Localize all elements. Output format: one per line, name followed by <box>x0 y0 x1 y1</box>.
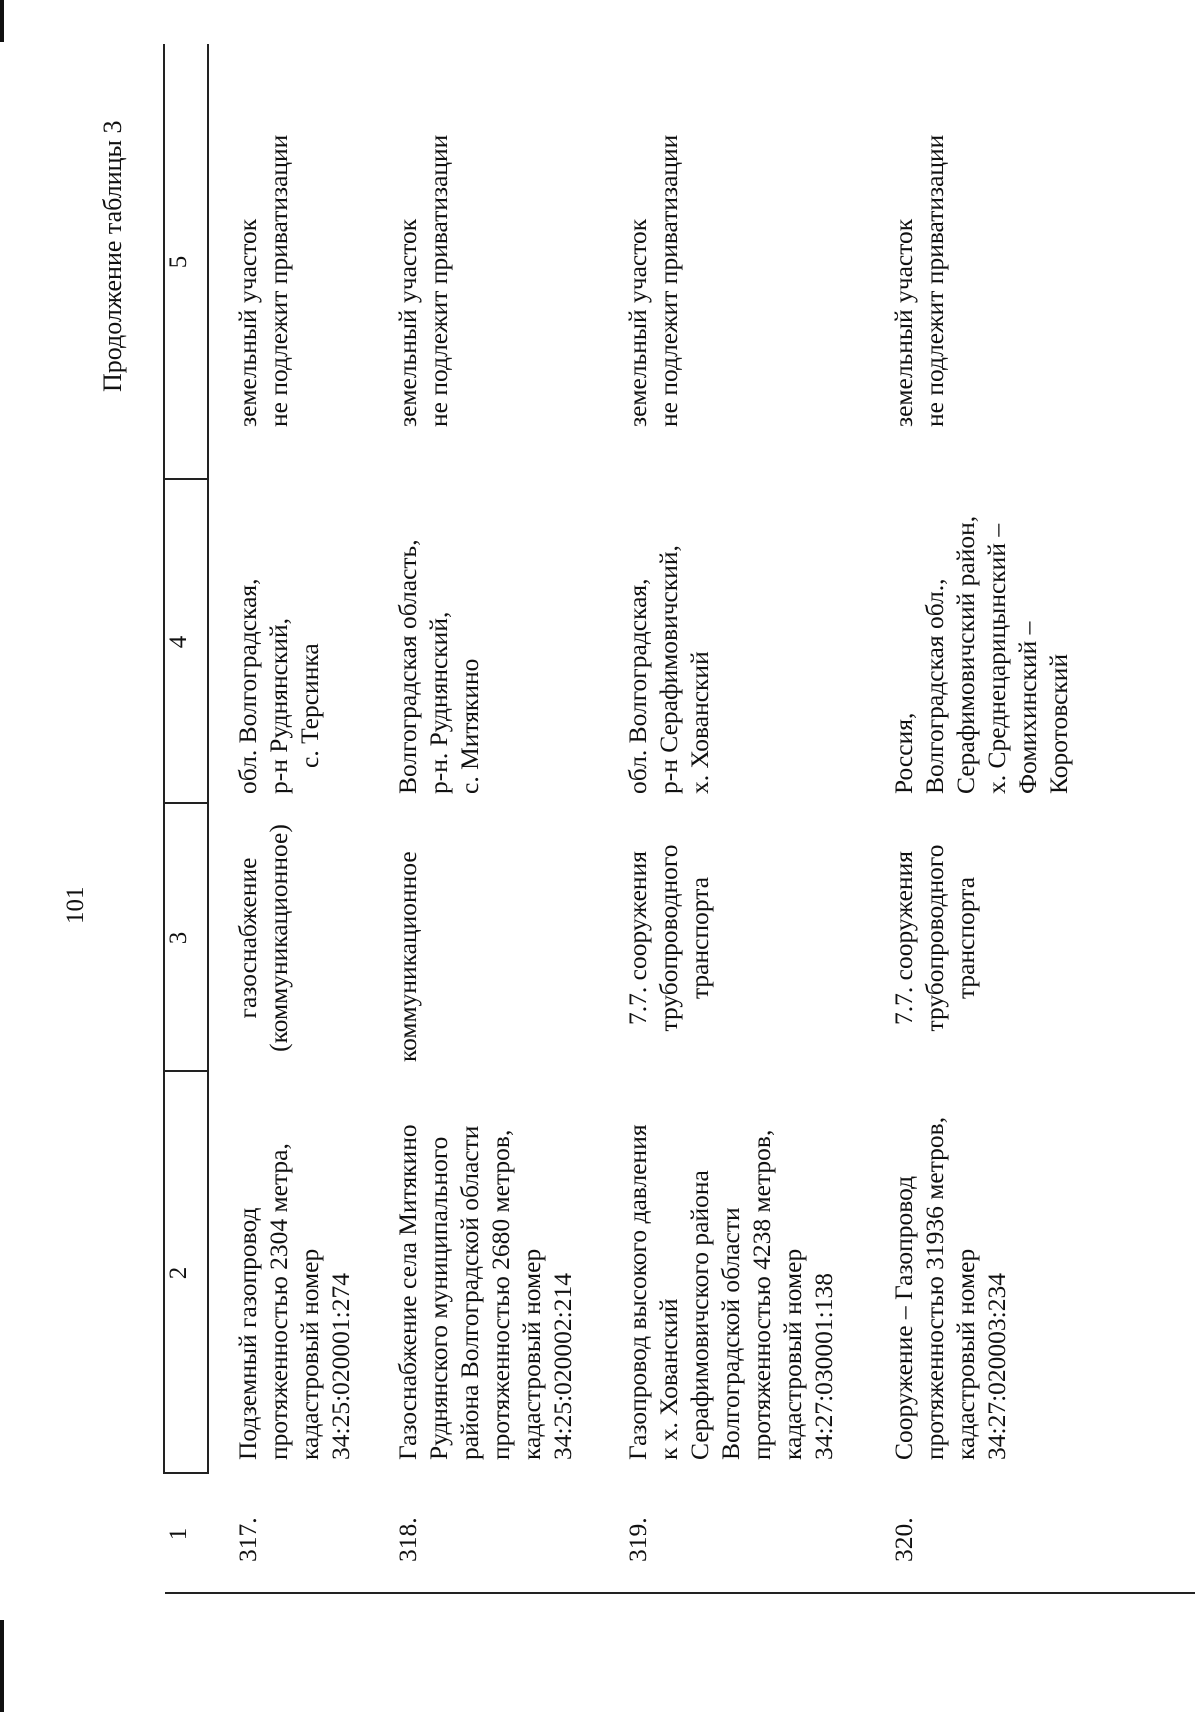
object-purpose: коммуникационное <box>393 851 422 1062</box>
object-purpose: 7.7. сооружения трубопроводного транспорта <box>889 844 980 1032</box>
column-header-1: 1 <box>165 1527 192 1541</box>
column-header-5: 5 <box>165 255 192 269</box>
row-number: 320. <box>889 1517 918 1562</box>
column-header-3: 3 <box>165 931 192 945</box>
object-purpose: 7.7. сооружения трубопроводного транспорта <box>623 844 714 1032</box>
object-note: земельный участок не подлежит приватизации <box>889 134 949 427</box>
object-address: обл. Волгоградская, р-н Руднянский, с. Терсинка <box>233 578 324 794</box>
object-address: Волгоградская область, р-н. Руднянский, с. Митякино <box>393 539 484 794</box>
object-note: земельный участок не подлежит приватизации <box>623 134 683 427</box>
object-name: Сооружение – Газопровод протяженностью 31936 метров, кадастровый номер 34:27:020003:234 <box>889 1116 1011 1460</box>
object-address: обл. Волгоградская, р-н Серафимовичский, х. Хованский <box>623 545 714 794</box>
table-caption: Продолжение таблицы 3 <box>98 120 127 392</box>
object-address: Россия, Волгоградская обл., Серафимовичский район, х. Среднецарицынский – Фомихинский – Коротовский <box>889 515 1073 794</box>
row-number: 317. <box>233 1517 262 1562</box>
row-number: 319. <box>623 1517 652 1562</box>
page-number: 101 <box>62 886 89 924</box>
object-purpose: газоснабжение (коммуникационное) <box>233 824 293 1052</box>
column-divider-1 <box>165 1592 1195 1594</box>
object-name: Газоснабжение села Митякино Руднянского муниципального района Волгоградской области протяженностью 2680 метров, кадастровый номер 34:25:020002:214 <box>393 1124 577 1460</box>
table-header-border <box>207 44 209 1474</box>
object-name: Газопровод высокого давления к х. Хованский Серафимовичского района Волгоградской области протяженностью 4238 метров, кадастровый номер 34:27:030001:138 <box>623 1124 838 1460</box>
row-number: 318. <box>393 1517 422 1562</box>
object-note: земельный участок не подлежит приватизации <box>393 134 453 427</box>
object-note: земельный участок не подлежит приватизации <box>233 134 293 427</box>
object-name: Подземный газопровод протяженностью 2304 метра, кадастровый номер 34:25:020001:274 <box>233 1143 355 1460</box>
column-header-2: 2 <box>165 1266 192 1280</box>
column-header-4: 4 <box>165 635 192 649</box>
